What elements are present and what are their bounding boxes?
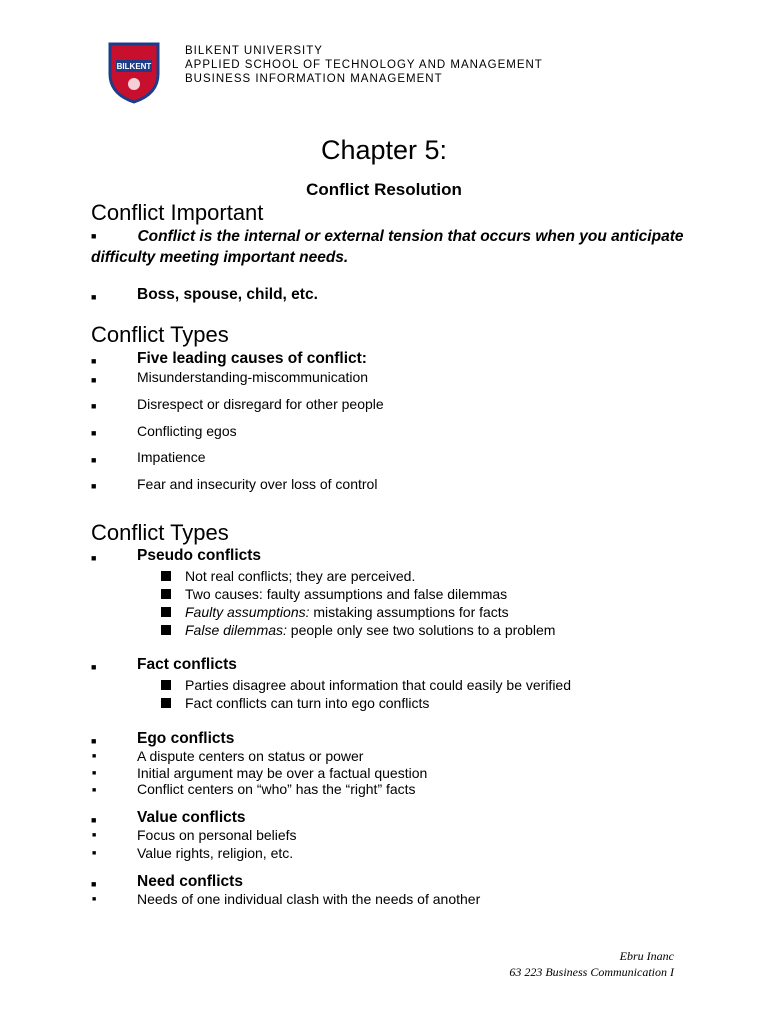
bullet: ■ xyxy=(91,662,97,672)
list-item: Value rights, religion, etc. xyxy=(137,845,294,861)
square-bullet xyxy=(161,698,171,708)
list-item xyxy=(185,604,509,620)
bullet: ■ xyxy=(92,896,97,903)
causes-lead: Five leading causes of conflict: xyxy=(137,350,367,367)
need-conflicts-label: Need conflicts xyxy=(137,873,243,890)
logo-text: BILKENT xyxy=(116,62,152,71)
section-heading-important: Conflict Important xyxy=(91,200,264,225)
page-footer xyxy=(509,948,674,980)
list-item: Misunderstanding-miscommunication xyxy=(137,369,369,385)
bullet: ■ xyxy=(92,850,97,857)
list-item: Conflict centers on “who” has the “right” facts xyxy=(137,781,416,797)
school-name: APPLIED SCHOOL OF TECHNOLOGY AND MANAGEMENT xyxy=(185,59,543,71)
term: False dilemmas: xyxy=(185,622,287,638)
institution-header xyxy=(185,44,543,86)
square-bullet xyxy=(161,589,171,599)
square-bullet xyxy=(161,571,171,581)
pseudo-conflicts-label: Pseudo conflicts xyxy=(137,547,262,564)
bullet: ■ xyxy=(91,879,97,889)
bullet: ■ xyxy=(91,455,97,465)
list-item: A dispute centers on status or power xyxy=(137,748,364,764)
list-item: Fact conflicts can turn into ego conflicts xyxy=(185,695,430,711)
definition: mistaking assumptions for facts xyxy=(309,604,509,620)
university-name: BILKENT UNIVERSITY xyxy=(185,45,323,57)
fact-conflicts-label: Fact conflicts xyxy=(137,656,237,673)
definition: people only see two solutions to a problem xyxy=(286,622,556,638)
bullet: ■ xyxy=(91,375,97,385)
bullet: ■ xyxy=(91,292,97,302)
bullet: ■ xyxy=(92,770,97,777)
square-bullet xyxy=(161,680,171,690)
square-bullet xyxy=(161,625,171,635)
bullet: ■ xyxy=(91,428,97,438)
list-item: Fear and insecurity over loss of control xyxy=(137,476,378,492)
ego-conflicts-label: Ego conflicts xyxy=(137,730,235,747)
bullet: ■ xyxy=(91,553,97,563)
list-item: Focus on personal beliefs xyxy=(137,827,297,843)
square-bullet xyxy=(161,607,171,617)
chapter-title: Chapter 5: xyxy=(320,135,448,165)
list-item: Conflicting egos xyxy=(137,423,237,439)
bullet: ■ xyxy=(91,815,97,825)
footer-author: Ebru Inanc xyxy=(619,949,674,963)
list-item: Disrespect or disregard for other people xyxy=(137,396,384,412)
bullet: ■ xyxy=(92,832,97,839)
list-item: Two causes: faulty assumptions and false dilemmas xyxy=(185,586,508,602)
example-text: Boss, spouse, child, etc. xyxy=(137,286,318,303)
list-item: Impatience xyxy=(137,449,206,465)
list-item: Not real conflicts; they are perceived. xyxy=(185,568,416,584)
list-item: Needs of one individual clash with the needs of another xyxy=(137,891,481,907)
department-name: BUSINESS INFORMATION MANAGEMENT xyxy=(185,73,443,85)
term: Faulty assumptions: xyxy=(185,604,310,620)
bilkent-logo xyxy=(106,40,162,104)
definition-text: Conflict is the internal or external tension that occurs when you anticipate difficulty meeting important needs. xyxy=(91,228,684,266)
bullet: ■ xyxy=(92,787,97,794)
list-item: Parties disagree about information that could easily be verified xyxy=(185,677,571,693)
bullet: ■ xyxy=(91,401,97,411)
value-conflicts-label: Value conflicts xyxy=(137,809,246,826)
footer-course: 63 223 Business Communication I xyxy=(509,965,674,979)
section-heading-types-2: Conflict Types xyxy=(91,520,229,545)
bullet: ■ xyxy=(91,481,97,491)
list-item xyxy=(185,622,555,638)
bullet: ■ xyxy=(91,356,97,366)
chapter-subtitle: Conflict Resolution xyxy=(306,180,462,199)
conflict-definition xyxy=(91,226,691,268)
bullet: ■ xyxy=(91,736,97,746)
section-heading-types-1: Conflict Types xyxy=(91,322,229,347)
bullet: ■ xyxy=(91,231,97,241)
bullet: ■ xyxy=(92,753,97,760)
list-item: Initial argument may be over a factual question xyxy=(137,765,428,781)
